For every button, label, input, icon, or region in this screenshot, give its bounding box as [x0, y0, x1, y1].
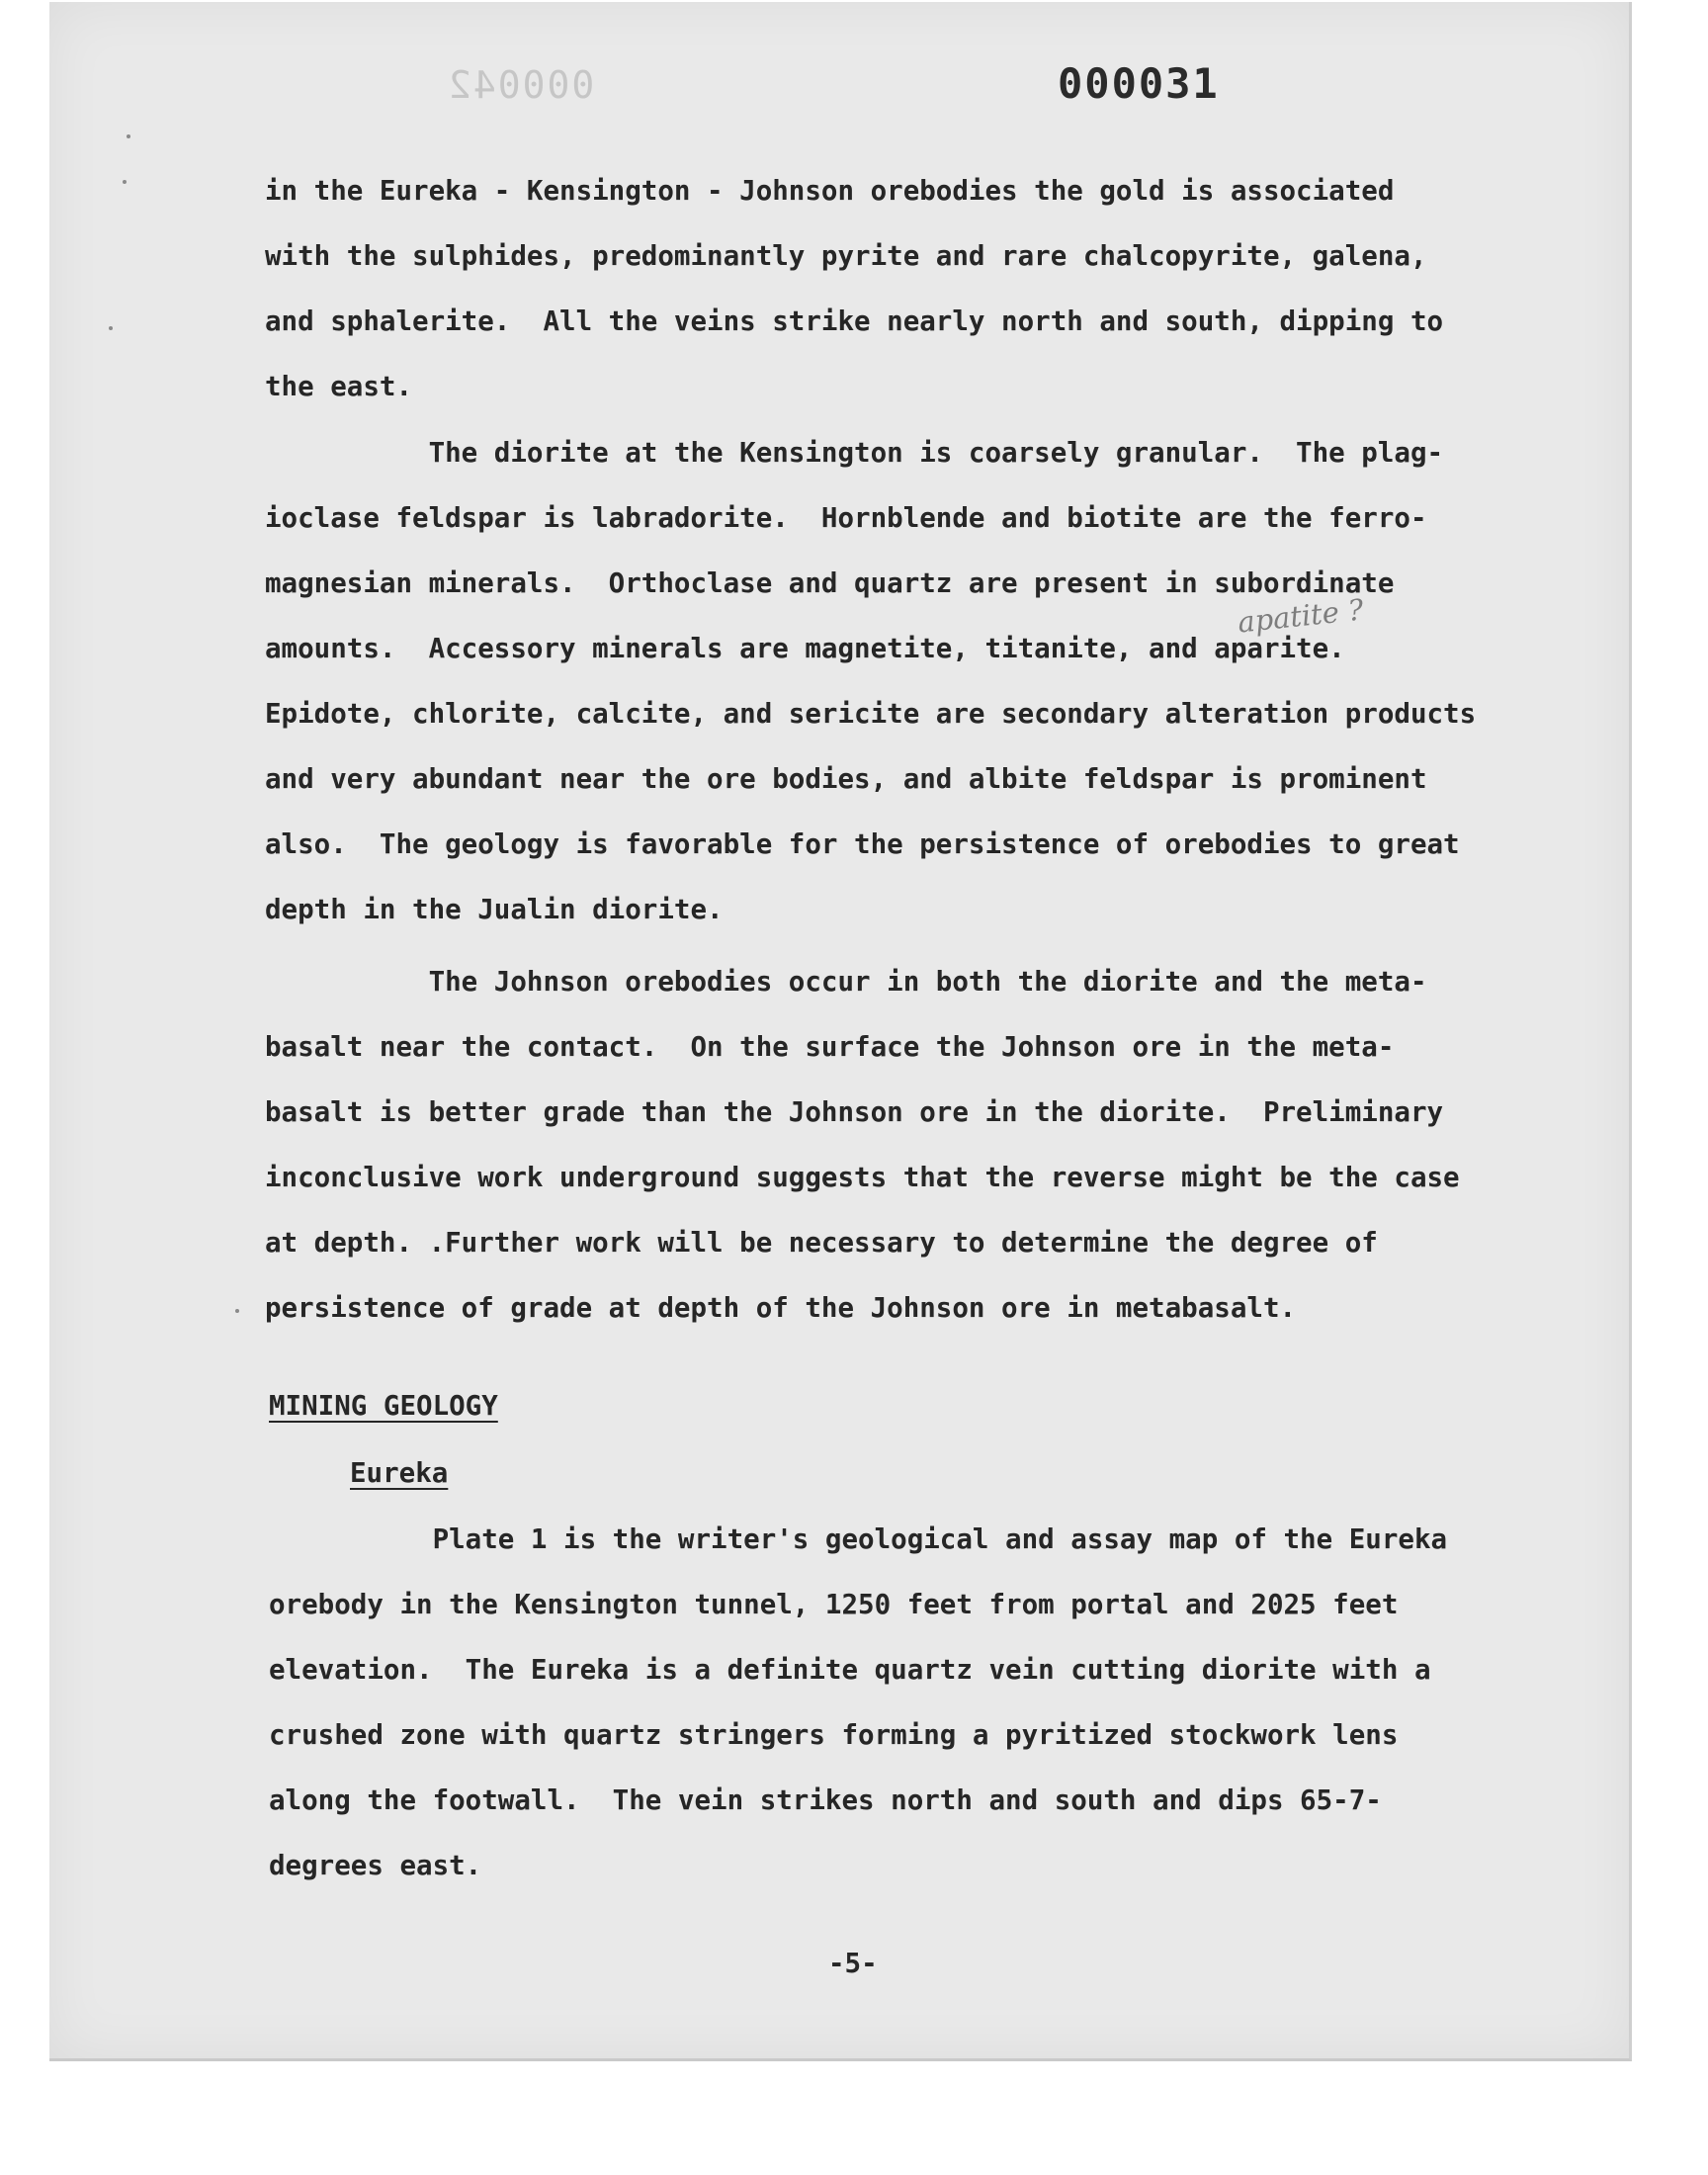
paragraph-plate-1: Plate 1 is the writer's geological and assay map of the Eureka orebody in the Kensington tunnel, 1250 feet from portal and 2025 feet elevation. The Eureka is a definite quartz vein cutting diorite with a crushed zone with quartz stringers forming a pyritized stockwork lens along the footwall. The vein strikes north and south and dips 65-7- degrees east. [269, 1523, 1448, 1881]
subsection-heading-eureka: Eureka [350, 1457, 449, 1489]
bleed-through-number: 000042 [447, 63, 595, 107]
paragraph-gold-association: in the Eureka - Kensington - Johnson orebodies the gold is associated with the sulphides, predominantly pyrite and rare chalcopyrite, galena, and sphalerite. All the veins strike nearly north and south, dipping to the east. [265, 175, 1444, 402]
handwritten-annotation: apatite ? [1236, 592, 1366, 640]
scan-speck [127, 134, 130, 138]
paragraph-johnson-orebodies: The Johnson orebodies occur in both the diorite and the meta- basalt near the contact. On the surface the Johnson ore in the meta- basalt is better grade than the Johnson ore in the diorite. Preliminary inconclusive work underground suggests that the reverse might be the case at depth. .Further work will be necessary to determine the degree of persistence of grade at depth of the Johnson ore in metabasalt. [265, 966, 1460, 1324]
document-id-number: 000031 [1058, 59, 1220, 108]
scan-speck [123, 180, 127, 184]
scan-margin [0, 2066, 1708, 2175]
paragraph-diorite: The diorite at the Kensington is coarsely granular. The plag- ioclase feldspar is labradorite. Hornblende and biotite are the ferro- magnesian minerals. Orthoclase and quartz are present in subordinate amounts. Accessory minerals are magnetite, titanite, and aparite. Epidote, chlorite, calcite, and sericite are secondary alteration products and very abundant near the ore bodies, and albite feldspar is prominent also. The geology is favorable for the persistence of orebodies to great depth in the Jualin diorite. [265, 437, 1477, 925]
scan-speck [109, 326, 113, 330]
scan-speck [235, 1309, 239, 1313]
section-heading-mining-geology: MINING GEOLOGY [269, 1390, 498, 1422]
page-footer-number: -5- [828, 1948, 878, 1979]
